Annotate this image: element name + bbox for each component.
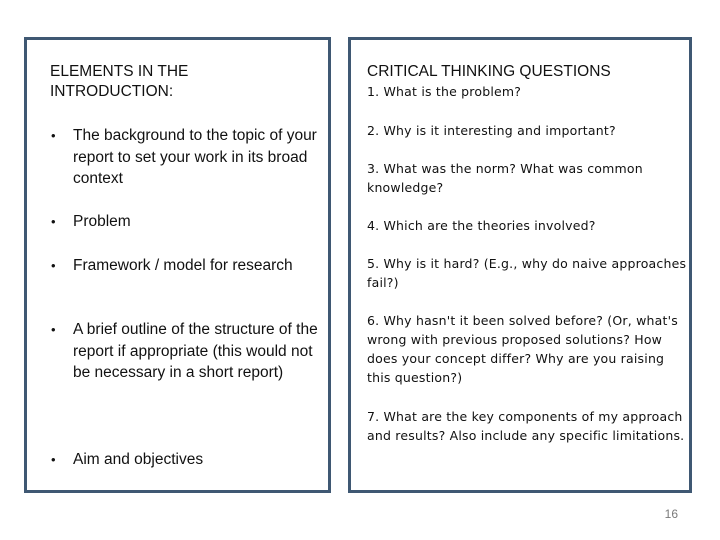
question-item: 1. What is the problem? [367, 84, 522, 99]
question-item: 4. Which are the theories involved? [367, 218, 596, 233]
question-item: 3. What was the norm? What was common knowledge? [367, 161, 643, 195]
list-item-text: A brief outline of the structure of the report if appropriate (this would not be necessary in a short report) [73, 321, 318, 382]
question-item: 2. Why is it interesting and important? [367, 123, 616, 138]
list-item-text: The background to the topic of your report to set your work in its broad context [73, 127, 317, 188]
bullet-icon: • [51, 258, 56, 273]
question-item: 5. Why is it hard? (E.g., why do naive approaches fail?) [367, 256, 687, 290]
list-item [49, 319, 319, 384]
list-item [49, 255, 319, 277]
bullet-icon: • [51, 452, 56, 467]
bullet-icon: • [51, 128, 56, 143]
list-item-text: Aim and objectives [73, 451, 204, 468]
page-number: 16 [664, 507, 678, 521]
elements-heading: ELEMENTS IN THE INTRODUCTION: [50, 63, 189, 100]
list-item-text: Framework / model for research [73, 257, 293, 274]
question-item: 7. What are the key components of my approach and results? Also include any specific limitations. [367, 409, 685, 443]
list-item [49, 449, 319, 471]
list-item-text: Problem [73, 213, 131, 230]
question-item: 6. Why hasn't it been solved before? (Or, what's wrong with previous proposed solutions? How does your concept differ? Why are you raising this question?) [367, 313, 678, 385]
elements-panel [24, 37, 331, 493]
bullet-icon: • [51, 322, 56, 337]
questions-panel [348, 37, 692, 493]
questions-heading: CRITICAL THINKING QUESTIONS [367, 63, 611, 80]
list-item [49, 211, 319, 233]
bullet-icon: • [51, 214, 56, 229]
list-item [49, 125, 319, 190]
